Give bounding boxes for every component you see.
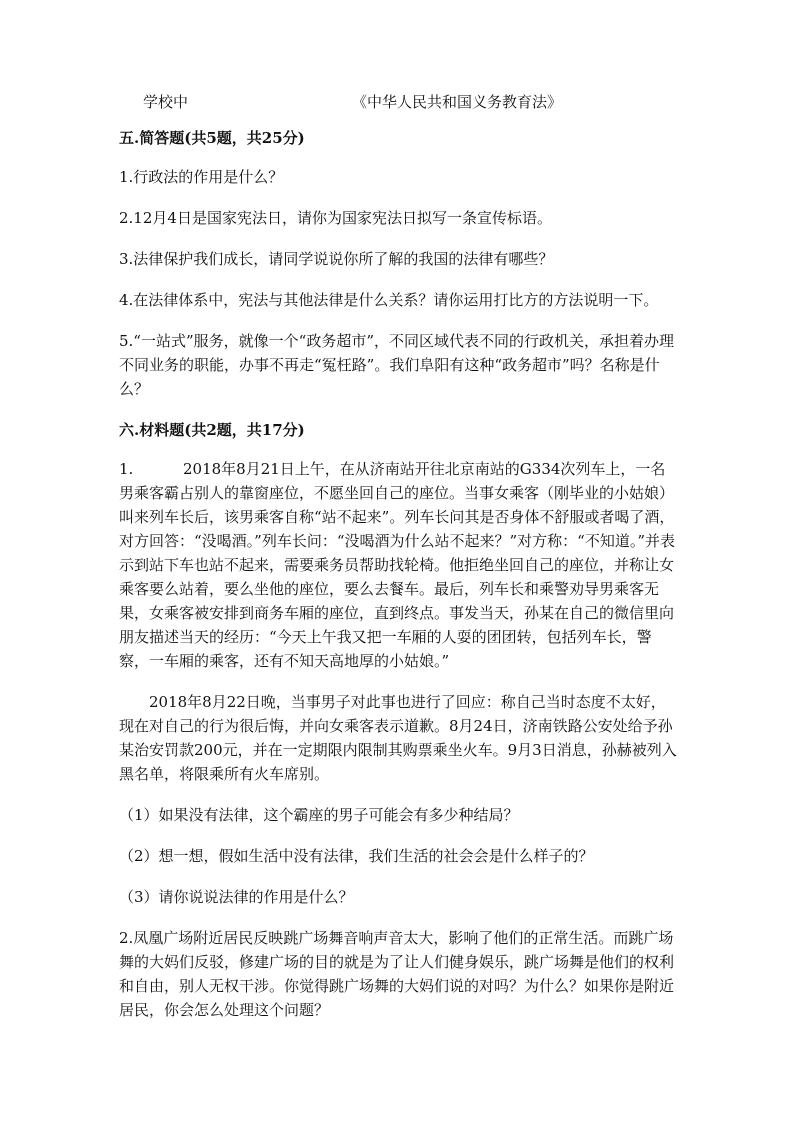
section-5-title: 五.简答题(共5题，共25分) (119, 129, 305, 147)
section-5-question-4: 4.在法律体系中，宪法与其他法律是什么关系？请你运用打比方的方法说明一下。 (119, 291, 659, 309)
sub-question-3: （3）请你说说法律的作用是什么？ (119, 888, 354, 906)
section-6-question-2: 2.凤凰广场附近居民反映跳广场舞音响声音太大，影响了他们的正常生活。而跳广场舞的大妈们反驳，修建广场的目的就是为了让人们健身娱乐，跳广场舞是他们的权利和自由，别人无权干涉。你觉得跳广场舞的大妈们说的对吗？为什么？如果你是附近居民，你会怎么处理这个问题？ (119, 929, 675, 1019)
section-5-question-3: 3.法律保护我们成长，请同学说说你所了解的我国的法律有哪些？ (119, 250, 554, 268)
section-6-question-1-paragraph-1 (119, 457, 679, 673)
section-5-question-2: 2.12月4日是国家宪法日，请你为国家宪法日拟写一条宣传标语。 (119, 209, 552, 227)
section-6-title: 六.材料题(共2题，共17分) (119, 421, 305, 439)
section-5-question-5: 5.“一站式”服务，就像一个“政务超市”，不同区域代表不同的行政机关，承担着办理不同业务的职能，办事不再走“冤枉路”。我们阜阳有这种“政务超市”吗？名称是什么？ (119, 332, 674, 398)
section-5-question-1: 1.行政法的作用是什么？ (119, 168, 284, 186)
question-1-material-text: 2018年8月21日上午，在从济南站开往北京南站的G334次列车上，一名男乘客霸占别人的靠窗座位，不愿坐回自己的座位。当事女乘客（刚毕业的小姑娘）叫来列车长后，该男乘客自称“站不起来”。列车长问其是否身体不舒服或者喝了酒，对方回答：“没喝酒。”列车长问：“没喝酒为什么站不起来？”对方称：“不知道。”并表示到站下车也站不起来，需要乘务员帮助找轮椅。他拒绝坐回自己的座位，并称让女乘客要么站着，要么坐他的座位，要么去餐车。最后，列车长和乘警劝导男乘客无果，女乘客被安排到商务车厢的座位，直到终点。事发当天，孙某在自己的微信里向朋友描述当天的经历：“今天上午我又把一车厢的人耍的团团转，包括列车长，警察，一车厢的乘客，还有不知天高地厚的小姑娘。” (119, 460, 676, 670)
document-page (119, 90, 679, 1039)
sub-question-1: （1）如果没有法律，这个霸座的男子可能会有多少种结局？ (119, 806, 519, 824)
header-right-text: 《中华人民共和国义务教育法》 (352, 93, 563, 111)
question-number: 1. (119, 460, 134, 478)
section-6-question-1-paragraph-2: 2018年8月22日晚，当事男子对此事也进行了回应：称自己当时态度不太好，现在对自己的行为很后悔，并向女乘客表示道歉。8月24日，济南铁路公安处给予孙某治安罚款200元，并在一定期限内限制其购票乘坐火车。9月3日消息，孙赫被列入黑名单，将限乘所有火车席别。 (119, 693, 677, 783)
header-fill-in-line (119, 90, 679, 114)
sub-question-2: （2）想一想，假如生活中没有法律，我们生活的社会会是什么样子的？ (119, 847, 594, 865)
header-left-text: 学校中 (143, 93, 189, 111)
